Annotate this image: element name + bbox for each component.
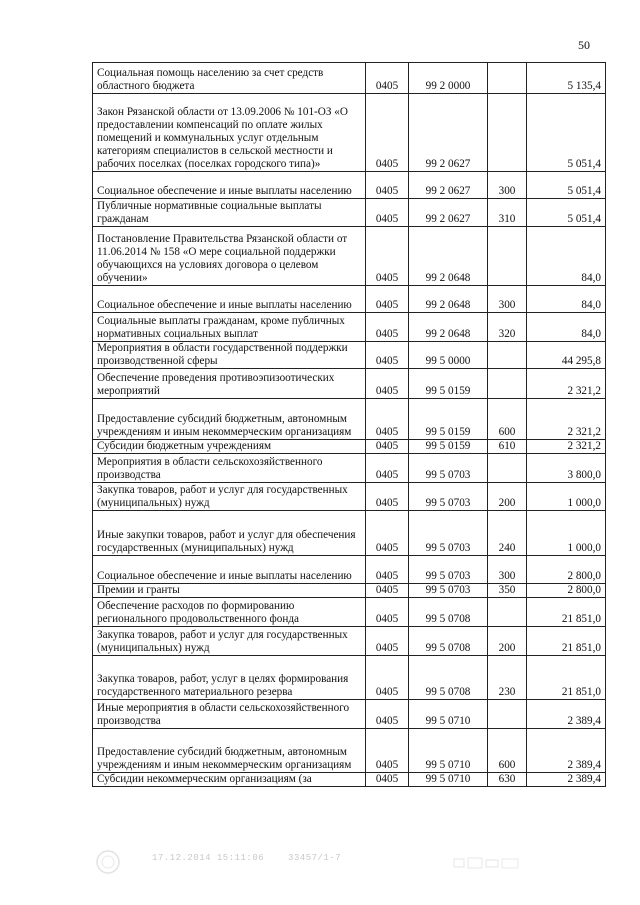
row-description: Предоставление субсидий бюджетным, автономным учреждениям и иным некоммерческим организациям xyxy=(93,399,366,440)
row-expense-type: 320 xyxy=(488,313,527,342)
row-target-code: 99 5 0159 xyxy=(409,369,488,399)
row-expense-type xyxy=(488,342,527,369)
row-expense-type: 230 xyxy=(488,656,527,700)
row-amount: 2 800,0 xyxy=(527,584,606,598)
table-row xyxy=(93,172,606,199)
table-row xyxy=(93,511,606,556)
row-amount: 2 321,2 xyxy=(527,399,606,440)
row-section-code: 0405 xyxy=(366,399,409,440)
table-row xyxy=(93,94,606,172)
row-section-code: 0405 xyxy=(366,342,409,369)
row-description: Закупка товаров, работ и услуг для государственных (муниципальных) нужд xyxy=(93,483,366,511)
row-amount: 21 851,0 xyxy=(527,627,606,656)
row-target-code: 99 5 0710 xyxy=(409,773,488,787)
row-target-code: 99 2 0648 xyxy=(409,313,488,342)
row-section-code: 0405 xyxy=(366,227,409,286)
row-section-code: 0405 xyxy=(366,94,409,172)
row-target-code: 99 2 0627 xyxy=(409,94,488,172)
row-target-code: 99 2 0627 xyxy=(409,199,488,227)
row-amount: 5 051,4 xyxy=(527,94,606,172)
row-description: Премии и гранты xyxy=(93,584,366,598)
row-section-code: 0405 xyxy=(366,369,409,399)
row-target-code: 99 5 0703 xyxy=(409,511,488,556)
row-description: Публичные нормативные социальные выплаты гражданам xyxy=(93,199,366,227)
footer-doc-id: 33457/1-7 xyxy=(288,853,342,863)
row-description: Мероприятия в области сельскохозяйственного производства xyxy=(93,454,366,483)
seal-icon xyxy=(94,848,122,876)
row-expense-type xyxy=(488,369,527,399)
row-expense-type xyxy=(488,454,527,483)
row-expense-type: 240 xyxy=(488,511,527,556)
row-expense-type xyxy=(488,598,527,627)
row-description: Закон Рязанской области от 13.09.2006 № 101-ОЗ «О предоставлении компенсаций по оплате жилых помещений и коммунальных услуг отдельным категориям специалистов в сельской местности и рабочих поселках (поселках городского типа)» xyxy=(93,94,366,172)
row-target-code: 99 5 0159 xyxy=(409,399,488,440)
row-expense-type: 300 xyxy=(488,172,527,199)
row-amount: 84,0 xyxy=(527,313,606,342)
row-amount: 84,0 xyxy=(527,286,606,313)
row-expense-type xyxy=(488,94,527,172)
footer-watermark xyxy=(452,855,522,871)
table-row xyxy=(93,598,606,627)
row-amount: 2 389,4 xyxy=(527,729,606,773)
table-row xyxy=(93,440,606,454)
row-target-code: 99 5 0708 xyxy=(409,627,488,656)
row-section-code: 0405 xyxy=(366,199,409,227)
footer-stamp xyxy=(152,853,359,863)
row-section-code: 0405 xyxy=(366,286,409,313)
row-target-code: 99 5 0710 xyxy=(409,700,488,729)
row-target-code: 99 5 0703 xyxy=(409,483,488,511)
table-row xyxy=(93,227,606,286)
page-number: 50 xyxy=(578,38,590,52)
budget-table xyxy=(92,62,606,787)
row-expense-type: 300 xyxy=(488,556,527,584)
row-section-code: 0405 xyxy=(366,511,409,556)
row-target-code: 99 2 0000 xyxy=(409,63,488,94)
row-target-code: 99 5 0703 xyxy=(409,454,488,483)
table-row xyxy=(93,63,606,94)
row-amount: 5 051,4 xyxy=(527,172,606,199)
table-row xyxy=(93,454,606,483)
row-target-code: 99 5 0703 xyxy=(409,556,488,584)
table-row xyxy=(93,199,606,227)
row-expense-type: 350 xyxy=(488,584,527,598)
row-amount: 2 389,4 xyxy=(527,700,606,729)
row-expense-type: 200 xyxy=(488,483,527,511)
row-target-code: 99 5 0703 xyxy=(409,584,488,598)
table-row xyxy=(93,342,606,369)
row-description: Субсидии бюджетным учреждениям xyxy=(93,440,366,454)
row-section-code: 0405 xyxy=(366,313,409,342)
row-amount: 2 389,4 xyxy=(527,773,606,787)
row-amount: 5 051,4 xyxy=(527,199,606,227)
row-target-code: 99 2 0648 xyxy=(409,286,488,313)
table-row xyxy=(93,286,606,313)
row-target-code: 99 2 0627 xyxy=(409,172,488,199)
row-description: Социальное обеспечение и иные выплаты населению xyxy=(93,172,366,199)
row-amount: 2 321,2 xyxy=(527,369,606,399)
row-amount: 2 321,2 xyxy=(527,440,606,454)
row-expense-type xyxy=(488,227,527,286)
row-description: Обеспечение расходов по формированию регионального продовольственного фонда xyxy=(93,598,366,627)
row-description: Субсидии некоммерческим организациям (за xyxy=(93,773,366,787)
row-amount: 1 000,0 xyxy=(527,511,606,556)
row-description: Мероприятия в области государственной поддержки производственной сферы xyxy=(93,342,366,369)
table-row xyxy=(93,483,606,511)
row-description: Социальные выплаты гражданам, кроме публичных нормативных социальных выплат xyxy=(93,313,366,342)
row-description: Постановление Правительства Рязанской области от 11.06.2014 № 158 «О мере социальной поддержки обучающихся на условиях договора о целевом обучении» xyxy=(93,227,366,286)
row-amount: 21 851,0 xyxy=(527,656,606,700)
table-row xyxy=(93,313,606,342)
row-target-code: 99 2 0648 xyxy=(409,227,488,286)
budget-table-body xyxy=(93,63,606,787)
row-description: Предоставление субсидий бюджетным, автономным учреждениям и иным некоммерческим организациям xyxy=(93,729,366,773)
row-section-code: 0405 xyxy=(366,483,409,511)
row-amount: 3 800,0 xyxy=(527,454,606,483)
row-expense-type: 610 xyxy=(488,440,527,454)
row-expense-type: 630 xyxy=(488,773,527,787)
row-expense-type: 600 xyxy=(488,729,527,773)
row-section-code: 0405 xyxy=(366,656,409,700)
row-description: Иные мероприятия в области сельскохозяйственного производства xyxy=(93,700,366,729)
row-target-code: 99 5 0000 xyxy=(409,342,488,369)
row-section-code: 0405 xyxy=(366,598,409,627)
row-amount: 1 000,0 xyxy=(527,483,606,511)
row-section-code: 0405 xyxy=(366,773,409,787)
row-section-code: 0405 xyxy=(366,729,409,773)
row-amount: 2 800,0 xyxy=(527,556,606,584)
row-expense-type xyxy=(488,63,527,94)
row-description: Закупка товаров, работ и услуг для государственных (муниципальных) нужд xyxy=(93,627,366,656)
row-section-code: 0405 xyxy=(366,556,409,584)
row-section-code: 0405 xyxy=(366,454,409,483)
row-section-code: 0405 xyxy=(366,440,409,454)
row-section-code: 0405 xyxy=(366,63,409,94)
row-expense-type: 200 xyxy=(488,627,527,656)
table-row xyxy=(93,369,606,399)
row-section-code: 0405 xyxy=(366,584,409,598)
row-expense-type: 600 xyxy=(488,399,527,440)
row-section-code: 0405 xyxy=(366,172,409,199)
row-section-code: 0405 xyxy=(366,627,409,656)
row-description: Закупка товаров, работ, услуг в целях формирования государственного материального резерва xyxy=(93,656,366,700)
table-row xyxy=(93,627,606,656)
row-target-code: 99 5 0710 xyxy=(409,729,488,773)
row-target-code: 99 5 0708 xyxy=(409,656,488,700)
row-description: Социальное обеспечение и иные выплаты населению xyxy=(93,286,366,313)
table-row xyxy=(93,584,606,598)
row-amount: 5 135,4 xyxy=(527,63,606,94)
row-description: Социальное обеспечение и иные выплаты населению xyxy=(93,556,366,584)
row-amount: 84,0 xyxy=(527,227,606,286)
table-row xyxy=(93,556,606,584)
row-description: Социальная помощь населению за счет средств областного бюджета xyxy=(93,63,366,94)
table-row xyxy=(93,656,606,700)
footer-datetime: 17.12.2014 15:11:06 xyxy=(152,853,265,863)
row-target-code: 99 5 0159 xyxy=(409,440,488,454)
row-description: Обеспечение проведения противоэпизоотических мероприятий xyxy=(93,369,366,399)
table-row xyxy=(93,729,606,773)
row-target-code: 99 5 0708 xyxy=(409,598,488,627)
row-amount: 44 295,8 xyxy=(527,342,606,369)
row-expense-type: 310 xyxy=(488,199,527,227)
table-row xyxy=(93,399,606,440)
row-description: Иные закупки товаров, работ и услуг для обеспечения государственных (муниципальных) нужд xyxy=(93,511,366,556)
row-amount: 21 851,0 xyxy=(527,598,606,627)
row-expense-type xyxy=(488,700,527,729)
table-row xyxy=(93,700,606,729)
row-section-code: 0405 xyxy=(366,700,409,729)
table-row xyxy=(93,773,606,787)
row-expense-type: 300 xyxy=(488,286,527,313)
